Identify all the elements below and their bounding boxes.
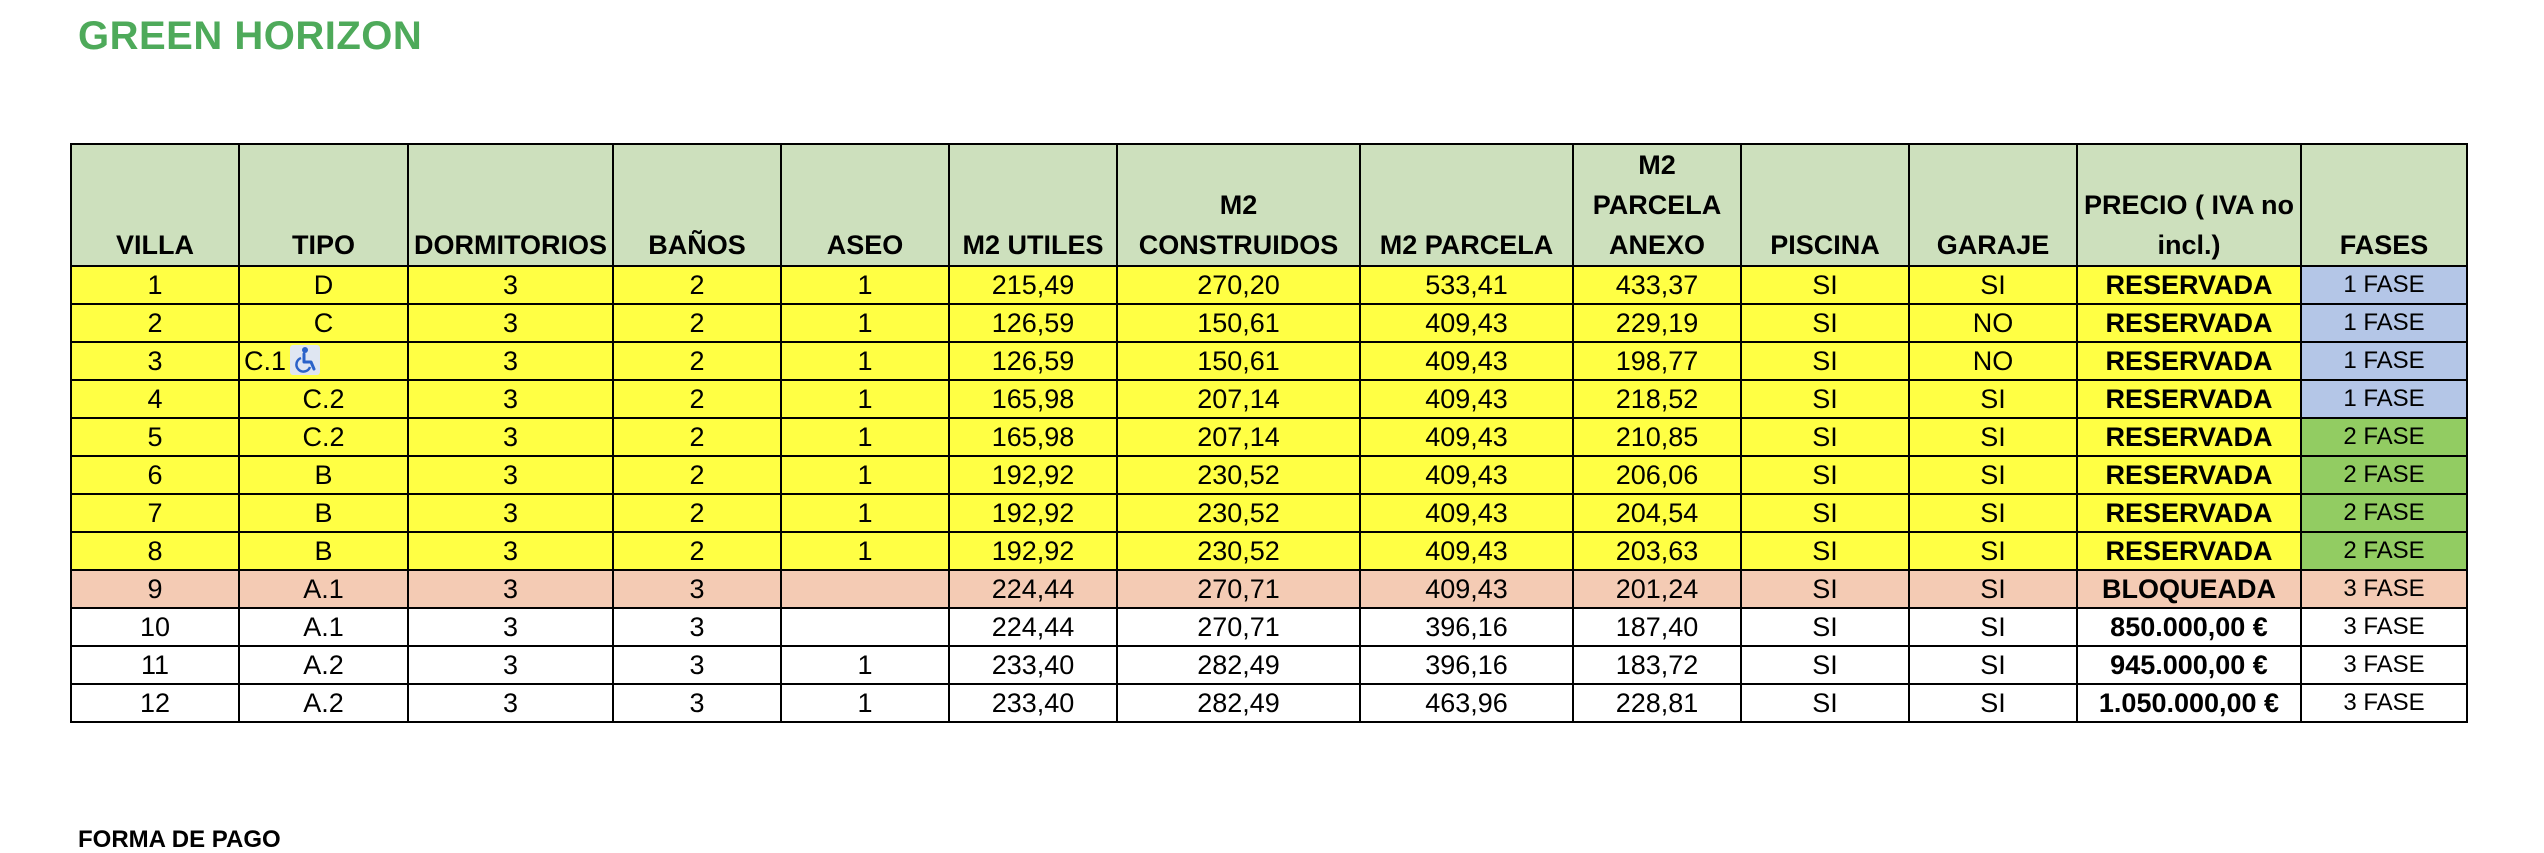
cell-m2-parcela-anexo: 228,81 — [1573, 684, 1741, 722]
cell-m2-parcela-anexo: 229,19 — [1573, 304, 1741, 342]
cell-piscina: SI — [1741, 646, 1909, 684]
cell-dormitorios: 3 — [408, 304, 613, 342]
column-header-villa: VILLA — [71, 144, 239, 266]
cell-piscina: SI — [1741, 570, 1909, 608]
cell-m2-parcela-anexo: 210,85 — [1573, 418, 1741, 456]
cell-m2-parcela-anexo: 433,37 — [1573, 266, 1741, 304]
cell-banos: 2 — [613, 266, 781, 304]
cell-precio: RESERVADA — [2077, 494, 2301, 532]
column-header-fases: FASES — [2301, 144, 2467, 266]
cell-villa: 7 — [71, 494, 239, 532]
cell-piscina: SI — [1741, 684, 1909, 722]
cell-garaje: SI — [1909, 570, 2077, 608]
cell-aseo: 1 — [781, 342, 949, 380]
cell-m2-parcela-anexo: 206,06 — [1573, 456, 1741, 494]
column-header-m2-parcela-anexo: M2 PARCELA ANEXO — [1573, 144, 1741, 266]
cell-garaje: SI — [1909, 456, 2077, 494]
cell-garaje: SI — [1909, 380, 2077, 418]
cell-m2-construidos: 230,52 — [1117, 494, 1360, 532]
cell-precio: RESERVADA — [2077, 380, 2301, 418]
cell-banos: 2 — [613, 532, 781, 570]
villas-table-wrapper — [70, 143, 2465, 723]
cell-dormitorios: 3 — [408, 646, 613, 684]
cell-garaje: NO — [1909, 304, 2077, 342]
cell-garaje: SI — [1909, 646, 2077, 684]
cell-villa: 3 — [71, 342, 239, 380]
cell-m2-parcela: 396,16 — [1360, 646, 1573, 684]
cell-aseo: 1 — [781, 646, 949, 684]
cell-m2-parcela-anexo: 187,40 — [1573, 608, 1741, 646]
cell-piscina: SI — [1741, 304, 1909, 342]
cell-m2-construidos: 270,71 — [1117, 608, 1360, 646]
cell-m2-parcela: 409,43 — [1360, 380, 1573, 418]
cell-m2-parcela: 396,16 — [1360, 608, 1573, 646]
cell-tipo: C.2 — [239, 380, 408, 418]
cell-tipo: C.2 — [239, 418, 408, 456]
cell-villa: 1 — [71, 266, 239, 304]
cell-fases: 3 FASE — [2301, 684, 2467, 722]
column-header-garaje: GARAJE — [1909, 144, 2077, 266]
cell-dormitorios: 3 — [408, 684, 613, 722]
cell-dormitorios: 3 — [408, 570, 613, 608]
payment-heading: FORMA DE PAGO — [78, 826, 281, 853]
table-row — [71, 570, 2467, 608]
table-row — [71, 418, 2467, 456]
cell-banos: 3 — [613, 570, 781, 608]
table-row — [71, 380, 2467, 418]
cell-fases: 1 FASE — [2301, 380, 2467, 418]
cell-fases: 2 FASE — [2301, 456, 2467, 494]
cell-aseo: 1 — [781, 456, 949, 494]
cell-m2-parcela: 409,43 — [1360, 570, 1573, 608]
cell-villa: 4 — [71, 380, 239, 418]
cell-tipo: A.2 — [239, 646, 408, 684]
table-row — [71, 608, 2467, 646]
cell-fases: 2 FASE — [2301, 494, 2467, 532]
column-header-m2-construidos: M2 CONSTRUIDOS — [1117, 144, 1360, 266]
column-header-precio: PRECIO ( IVA no incl.) — [2077, 144, 2301, 266]
cell-m2-utiles: 165,98 — [949, 418, 1117, 456]
table-body — [71, 266, 2467, 722]
cell-m2-construidos: 207,14 — [1117, 380, 1360, 418]
cell-piscina: SI — [1741, 532, 1909, 570]
cell-aseo — [781, 608, 949, 646]
cell-banos: 2 — [613, 342, 781, 380]
cell-m2-utiles: 192,92 — [949, 494, 1117, 532]
cell-garaje: SI — [1909, 532, 2077, 570]
cell-aseo — [781, 570, 949, 608]
cell-m2-parcela-anexo: 183,72 — [1573, 646, 1741, 684]
cell-villa: 10 — [71, 608, 239, 646]
column-header-tipo: TIPO — [239, 144, 408, 266]
cell-piscina: SI — [1741, 342, 1909, 380]
table-row — [71, 342, 2467, 380]
table-row — [71, 532, 2467, 570]
cell-piscina: SI — [1741, 456, 1909, 494]
cell-m2-construidos: 270,20 — [1117, 266, 1360, 304]
cell-piscina: SI — [1741, 608, 1909, 646]
cell-banos: 3 — [613, 608, 781, 646]
cell-tipo: C — [239, 304, 408, 342]
cell-m2-parcela: 409,43 — [1360, 532, 1573, 570]
cell-dormitorios: 3 — [408, 418, 613, 456]
cell-precio: 945.000,00 € — [2077, 646, 2301, 684]
cell-garaje: SI — [1909, 684, 2077, 722]
cell-banos: 2 — [613, 494, 781, 532]
cell-banos: 2 — [613, 304, 781, 342]
cell-precio: RESERVADA — [2077, 266, 2301, 304]
cell-fases: 3 FASE — [2301, 608, 2467, 646]
cell-fases: 2 FASE — [2301, 532, 2467, 570]
cell-precio: 850.000,00 € — [2077, 608, 2301, 646]
column-header-m2-parcela: M2 PARCELA — [1360, 144, 1573, 266]
cell-piscina: SI — [1741, 380, 1909, 418]
column-header-aseo: ASEO — [781, 144, 949, 266]
table-header-row — [71, 144, 2467, 266]
cell-dormitorios: 3 — [408, 266, 613, 304]
cell-villa: 2 — [71, 304, 239, 342]
cell-m2-utiles: 126,59 — [949, 342, 1117, 380]
column-header-piscina: PISCINA — [1741, 144, 1909, 266]
document-title: GREEN HORIZON — [78, 14, 423, 58]
cell-precio: RESERVADA — [2077, 456, 2301, 494]
cell-piscina: SI — [1741, 494, 1909, 532]
cell-tipo: B — [239, 532, 408, 570]
cell-tipo — [239, 342, 408, 380]
cell-m2-parcela-anexo: 201,24 — [1573, 570, 1741, 608]
cell-m2-parcela-anexo: 218,52 — [1573, 380, 1741, 418]
cell-garaje: NO — [1909, 342, 2077, 380]
cell-garaje: SI — [1909, 494, 2077, 532]
cell-banos: 2 — [613, 456, 781, 494]
cell-m2-utiles: 224,44 — [949, 570, 1117, 608]
table-row — [71, 494, 2467, 532]
cell-tipo: D — [239, 266, 408, 304]
cell-m2-construidos: 282,49 — [1117, 684, 1360, 722]
cell-m2-construidos: 230,52 — [1117, 532, 1360, 570]
cell-aseo: 1 — [781, 684, 949, 722]
cell-aseo: 1 — [781, 380, 949, 418]
table-row — [71, 266, 2467, 304]
cell-m2-construidos: 150,61 — [1117, 342, 1360, 380]
cell-aseo: 1 — [781, 494, 949, 532]
cell-garaje: SI — [1909, 608, 2077, 646]
cell-fases: 3 FASE — [2301, 570, 2467, 608]
cell-garaje: SI — [1909, 266, 2077, 304]
cell-villa: 11 — [71, 646, 239, 684]
cell-precio: RESERVADA — [2077, 304, 2301, 342]
cell-precio: BLOQUEADA — [2077, 570, 2301, 608]
cell-fases: 2 FASE — [2301, 418, 2467, 456]
cell-tipo: A.2 — [239, 684, 408, 722]
cell-villa: 6 — [71, 456, 239, 494]
cell-piscina: SI — [1741, 418, 1909, 456]
cell-aseo: 1 — [781, 418, 949, 456]
cell-m2-parcela: 533,41 — [1360, 266, 1573, 304]
cell-banos: 2 — [613, 380, 781, 418]
cell-dormitorios: 3 — [408, 494, 613, 532]
wheelchair-icon — [290, 345, 320, 375]
cell-dormitorios: 3 — [408, 456, 613, 494]
cell-dormitorios: 3 — [408, 532, 613, 570]
cell-m2-parcela: 409,43 — [1360, 418, 1573, 456]
cell-m2-parcela-anexo: 204,54 — [1573, 494, 1741, 532]
cell-m2-construidos: 207,14 — [1117, 418, 1360, 456]
cell-dormitorios: 3 — [408, 342, 613, 380]
cell-tipo: A.1 — [239, 570, 408, 608]
cell-m2-parcela: 409,43 — [1360, 304, 1573, 342]
cell-m2-utiles: 192,92 — [949, 532, 1117, 570]
cell-m2-parcela-anexo: 203,63 — [1573, 532, 1741, 570]
cell-m2-parcela: 409,43 — [1360, 456, 1573, 494]
cell-m2-utiles: 126,59 — [949, 304, 1117, 342]
cell-m2-construidos: 282,49 — [1117, 646, 1360, 684]
cell-tipo: B — [239, 494, 408, 532]
cell-aseo: 1 — [781, 304, 949, 342]
cell-precio: RESERVADA — [2077, 532, 2301, 570]
table-row — [71, 646, 2467, 684]
cell-precio: 1.050.000,00 € — [2077, 684, 2301, 722]
cell-m2-utiles: 224,44 — [949, 608, 1117, 646]
cell-m2-parcela: 463,96 — [1360, 684, 1573, 722]
cell-precio: RESERVADA — [2077, 418, 2301, 456]
cell-villa: 8 — [71, 532, 239, 570]
table-row — [71, 684, 2467, 722]
cell-m2-construidos: 230,52 — [1117, 456, 1360, 494]
table-row — [71, 456, 2467, 494]
cell-fases: 1 FASE — [2301, 342, 2467, 380]
column-header-banos: BAÑOS — [613, 144, 781, 266]
cell-dormitorios: 3 — [408, 380, 613, 418]
cell-m2-parcela-anexo: 198,77 — [1573, 342, 1741, 380]
cell-fases: 3 FASE — [2301, 646, 2467, 684]
cell-piscina: SI — [1741, 266, 1909, 304]
cell-villa: 12 — [71, 684, 239, 722]
cell-garaje: SI — [1909, 418, 2077, 456]
table-row — [71, 304, 2467, 342]
cell-m2-construidos: 150,61 — [1117, 304, 1360, 342]
cell-fases: 1 FASE — [2301, 266, 2467, 304]
column-header-m2-utiles: M2 UTILES — [949, 144, 1117, 266]
cell-villa: 5 — [71, 418, 239, 456]
cell-precio: RESERVADA — [2077, 342, 2301, 380]
cell-m2-utiles: 192,92 — [949, 456, 1117, 494]
cell-m2-utiles: 165,98 — [949, 380, 1117, 418]
cell-fases: 1 FASE — [2301, 304, 2467, 342]
cell-tipo: A.1 — [239, 608, 408, 646]
cell-m2-construidos: 270,71 — [1117, 570, 1360, 608]
cell-aseo: 1 — [781, 266, 949, 304]
cell-tipo-text: C.1 — [244, 346, 287, 376]
cell-m2-utiles: 215,49 — [949, 266, 1117, 304]
cell-banos: 2 — [613, 418, 781, 456]
cell-m2-utiles: 233,40 — [949, 684, 1117, 722]
cell-banos: 3 — [613, 684, 781, 722]
column-header-dormitorios: DORMITORIOS — [408, 144, 613, 266]
villas-table — [70, 143, 2468, 723]
cell-m2-parcela: 409,43 — [1360, 494, 1573, 532]
cell-banos: 3 — [613, 646, 781, 684]
cell-m2-utiles: 233,40 — [949, 646, 1117, 684]
cell-villa: 9 — [71, 570, 239, 608]
cell-aseo: 1 — [781, 532, 949, 570]
cell-tipo: B — [239, 456, 408, 494]
cell-m2-parcela: 409,43 — [1360, 342, 1573, 380]
cell-dormitorios: 3 — [408, 608, 613, 646]
